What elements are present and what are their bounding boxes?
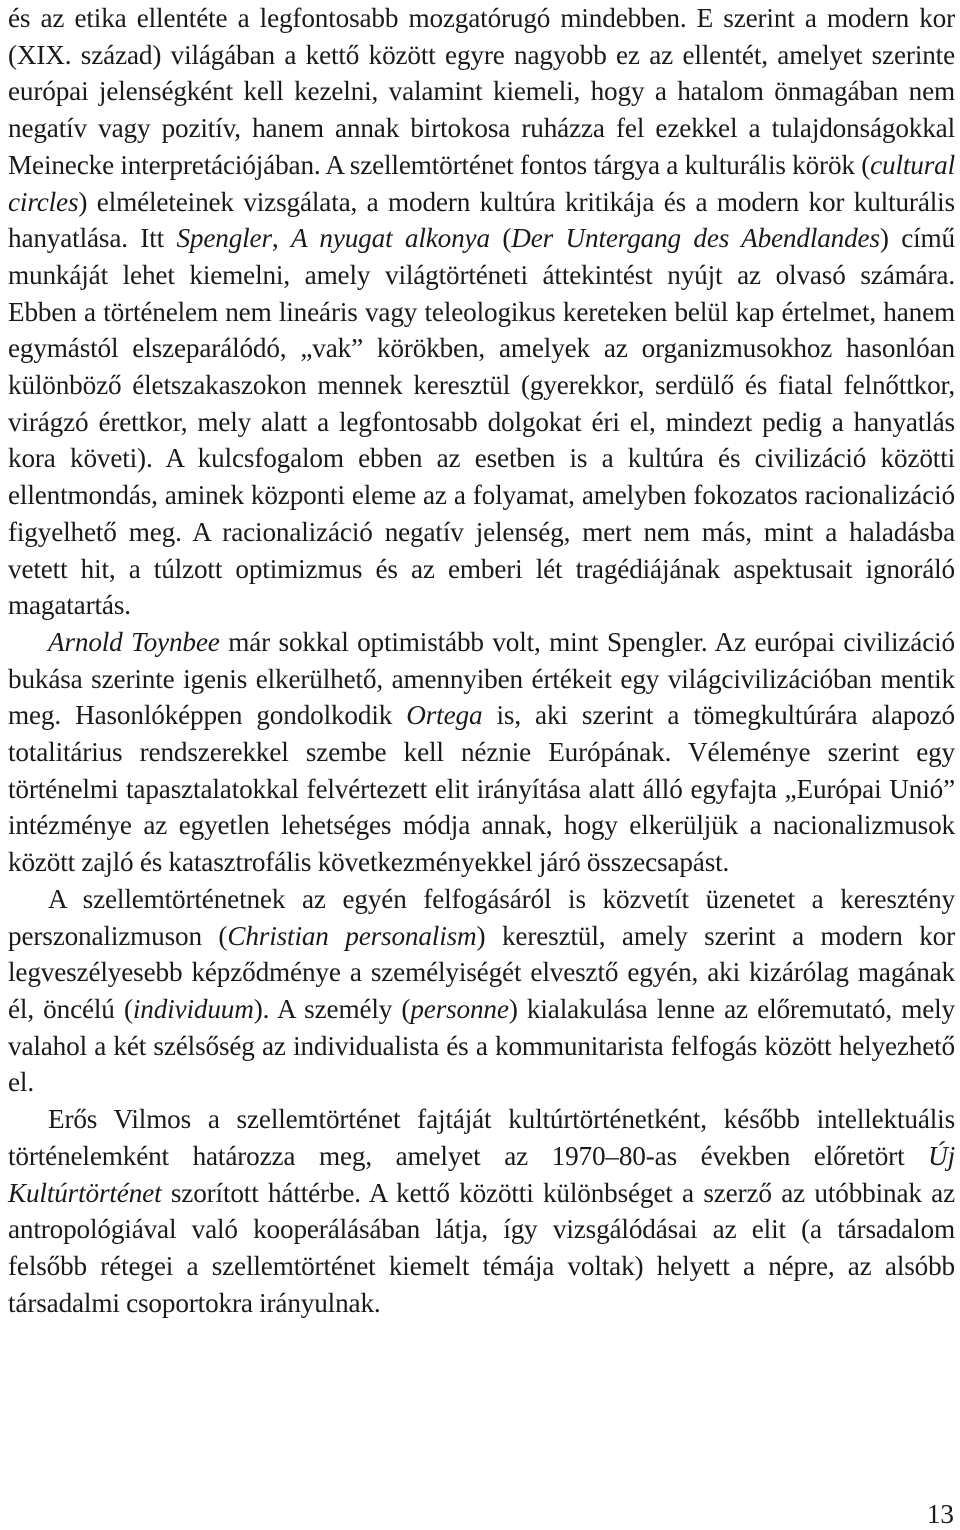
- paragraph: [8, 881, 955, 1101]
- text-run: ) kialakulása lenne az előremutató, mely valahol a két szélsőség az individualista és a kommunitarista felfogás között helyezhető el.: [8, 993, 955, 1098]
- text-run: A szellemtörténetnek az egyén felfogásáról is közvetít üzenetet a keresztény perszonalizmuson (: [8, 883, 955, 951]
- italic-text: Christian personalism: [227, 920, 477, 951]
- text-run: ) című munkáját lehet kiemelni, amely világtörténeti áttekintést nyújt az olvasó számára. Ebben a történelem nem lineáris vagy teleologikus kereteken belül kap értelmet, hanem egymástól elszeparálódó, „vak” körökben, amelyek az organizmusokhoz hasonlóan különböző életszakaszokon mennek keresztül (gyerekkor, serdülő és fiatal felnőttkor, virágzó érettkor, mely alatt a legfontosabb dolgokat éri el, mindezt pedig a hanyatlás kora követi). A kulcsfogalom ebben az esetben is a kultúra és civilizáció közötti ellentmondás, aminek központi eleme az a folyamat, amelyben fokozatos racionalizáció figyelhető meg. A racionalizáció negatív jelenség, mert nem más, mint a haladásba vetett hit, a túlzott optimizmus és az emberi lét tragédiájának aspektusait ignoráló magatartás.: [8, 223, 955, 621]
- italic-text: personne: [410, 993, 509, 1024]
- italic-text: Ortega: [406, 700, 483, 731]
- text-body: [8, 0, 955, 1321]
- text-run: szorított háttérbe. A kettő közötti különbséget a szerző az utóbbinak az antropológiával való kooperálásában látja, így vizsgálódásai az elit (a társadalom felsőbb rétegei a szellemtörténet kiemelt témája voltak) helyett a népre, az alsóbb társadalmi csoportokra irányulnak.: [8, 1177, 955, 1318]
- page-number: 13: [926, 1499, 954, 1529]
- italic-text: cultural circles: [8, 149, 955, 217]
- text-run: és az etika ellentéte a legfontosabb mozgatórugó mindebben. E szerint a modern kor (XIX. század) világában a kettő között egyre nagyobb ez az ellentét, amelyet szerinte európai jelenségként kell kezelni, valamint kiemeli, hogy a hatalom önmagában nem negatív vagy pozitív, hanem annak birtokosa ruházza fel ezekkel a tulajdonságokkal Meinecke interpretációjában. A szellemtörténet fontos tárgya a kulturális körök (: [8, 3, 955, 180]
- text-run: ,: [271, 223, 291, 254]
- text-run: ) keresztül, amely szerint a modern kor legveszélyesebb képződménye a személyiségét elvesztő egyén, aki kizárólag magának él, öncélú (: [8, 920, 956, 1024]
- text-run: is, aki szerint a tömegkultúrára alapozó totalitárius rendszerekkel szembe kell néznie Európának. Véleménye szerint egy történelmi tapasztalatokkal felvértezett elit irányítása alatt álló egyfajta „Európai Unió” intézménye az egyetlen lehetséges módja annak, hogy elkerüljük a nacionalizmusok között zajló és katasztrofális következményekkel járó összecsapást.: [8, 700, 955, 878]
- text-run: ). A személy (: [253, 993, 411, 1024]
- text-run: már sokkal optimistább volt, mint Spengler. Az európai civilizáció bukása szerinte igenis elkerülhető, amennyiben értékeit egy világcivilizációban mentik meg. Hasonlóképpen gondolkodik: [8, 626, 955, 731]
- paragraph: [8, 0, 955, 624]
- italic-text: Spengler: [176, 223, 272, 254]
- italic-text: individuum: [132, 993, 254, 1024]
- italic-text: Arnold Toynbee: [48, 626, 220, 657]
- document-page: [8, 0, 955, 1321]
- paragraph: [8, 1101, 955, 1321]
- italic-text: Der Untergang des Abendlandes: [511, 223, 880, 254]
- text-run: (: [489, 223, 512, 254]
- text-run: Erős Vilmos a szellemtörténet fajtáját kultúrtörténetként, később intellektuális történelemként határozza meg, amelyet az 1970–80-as években előretört: [8, 1104, 955, 1171]
- text-run: ) elméleteinek vizsgálata, a modern kultúra kritikája és a modern kor kulturális hanyatlása. Itt: [8, 186, 955, 254]
- italic-text: Új Kultúrtörténet: [8, 1140, 955, 1208]
- paragraph: [8, 624, 955, 881]
- italic-text: A nyugat alkonya: [290, 223, 490, 254]
